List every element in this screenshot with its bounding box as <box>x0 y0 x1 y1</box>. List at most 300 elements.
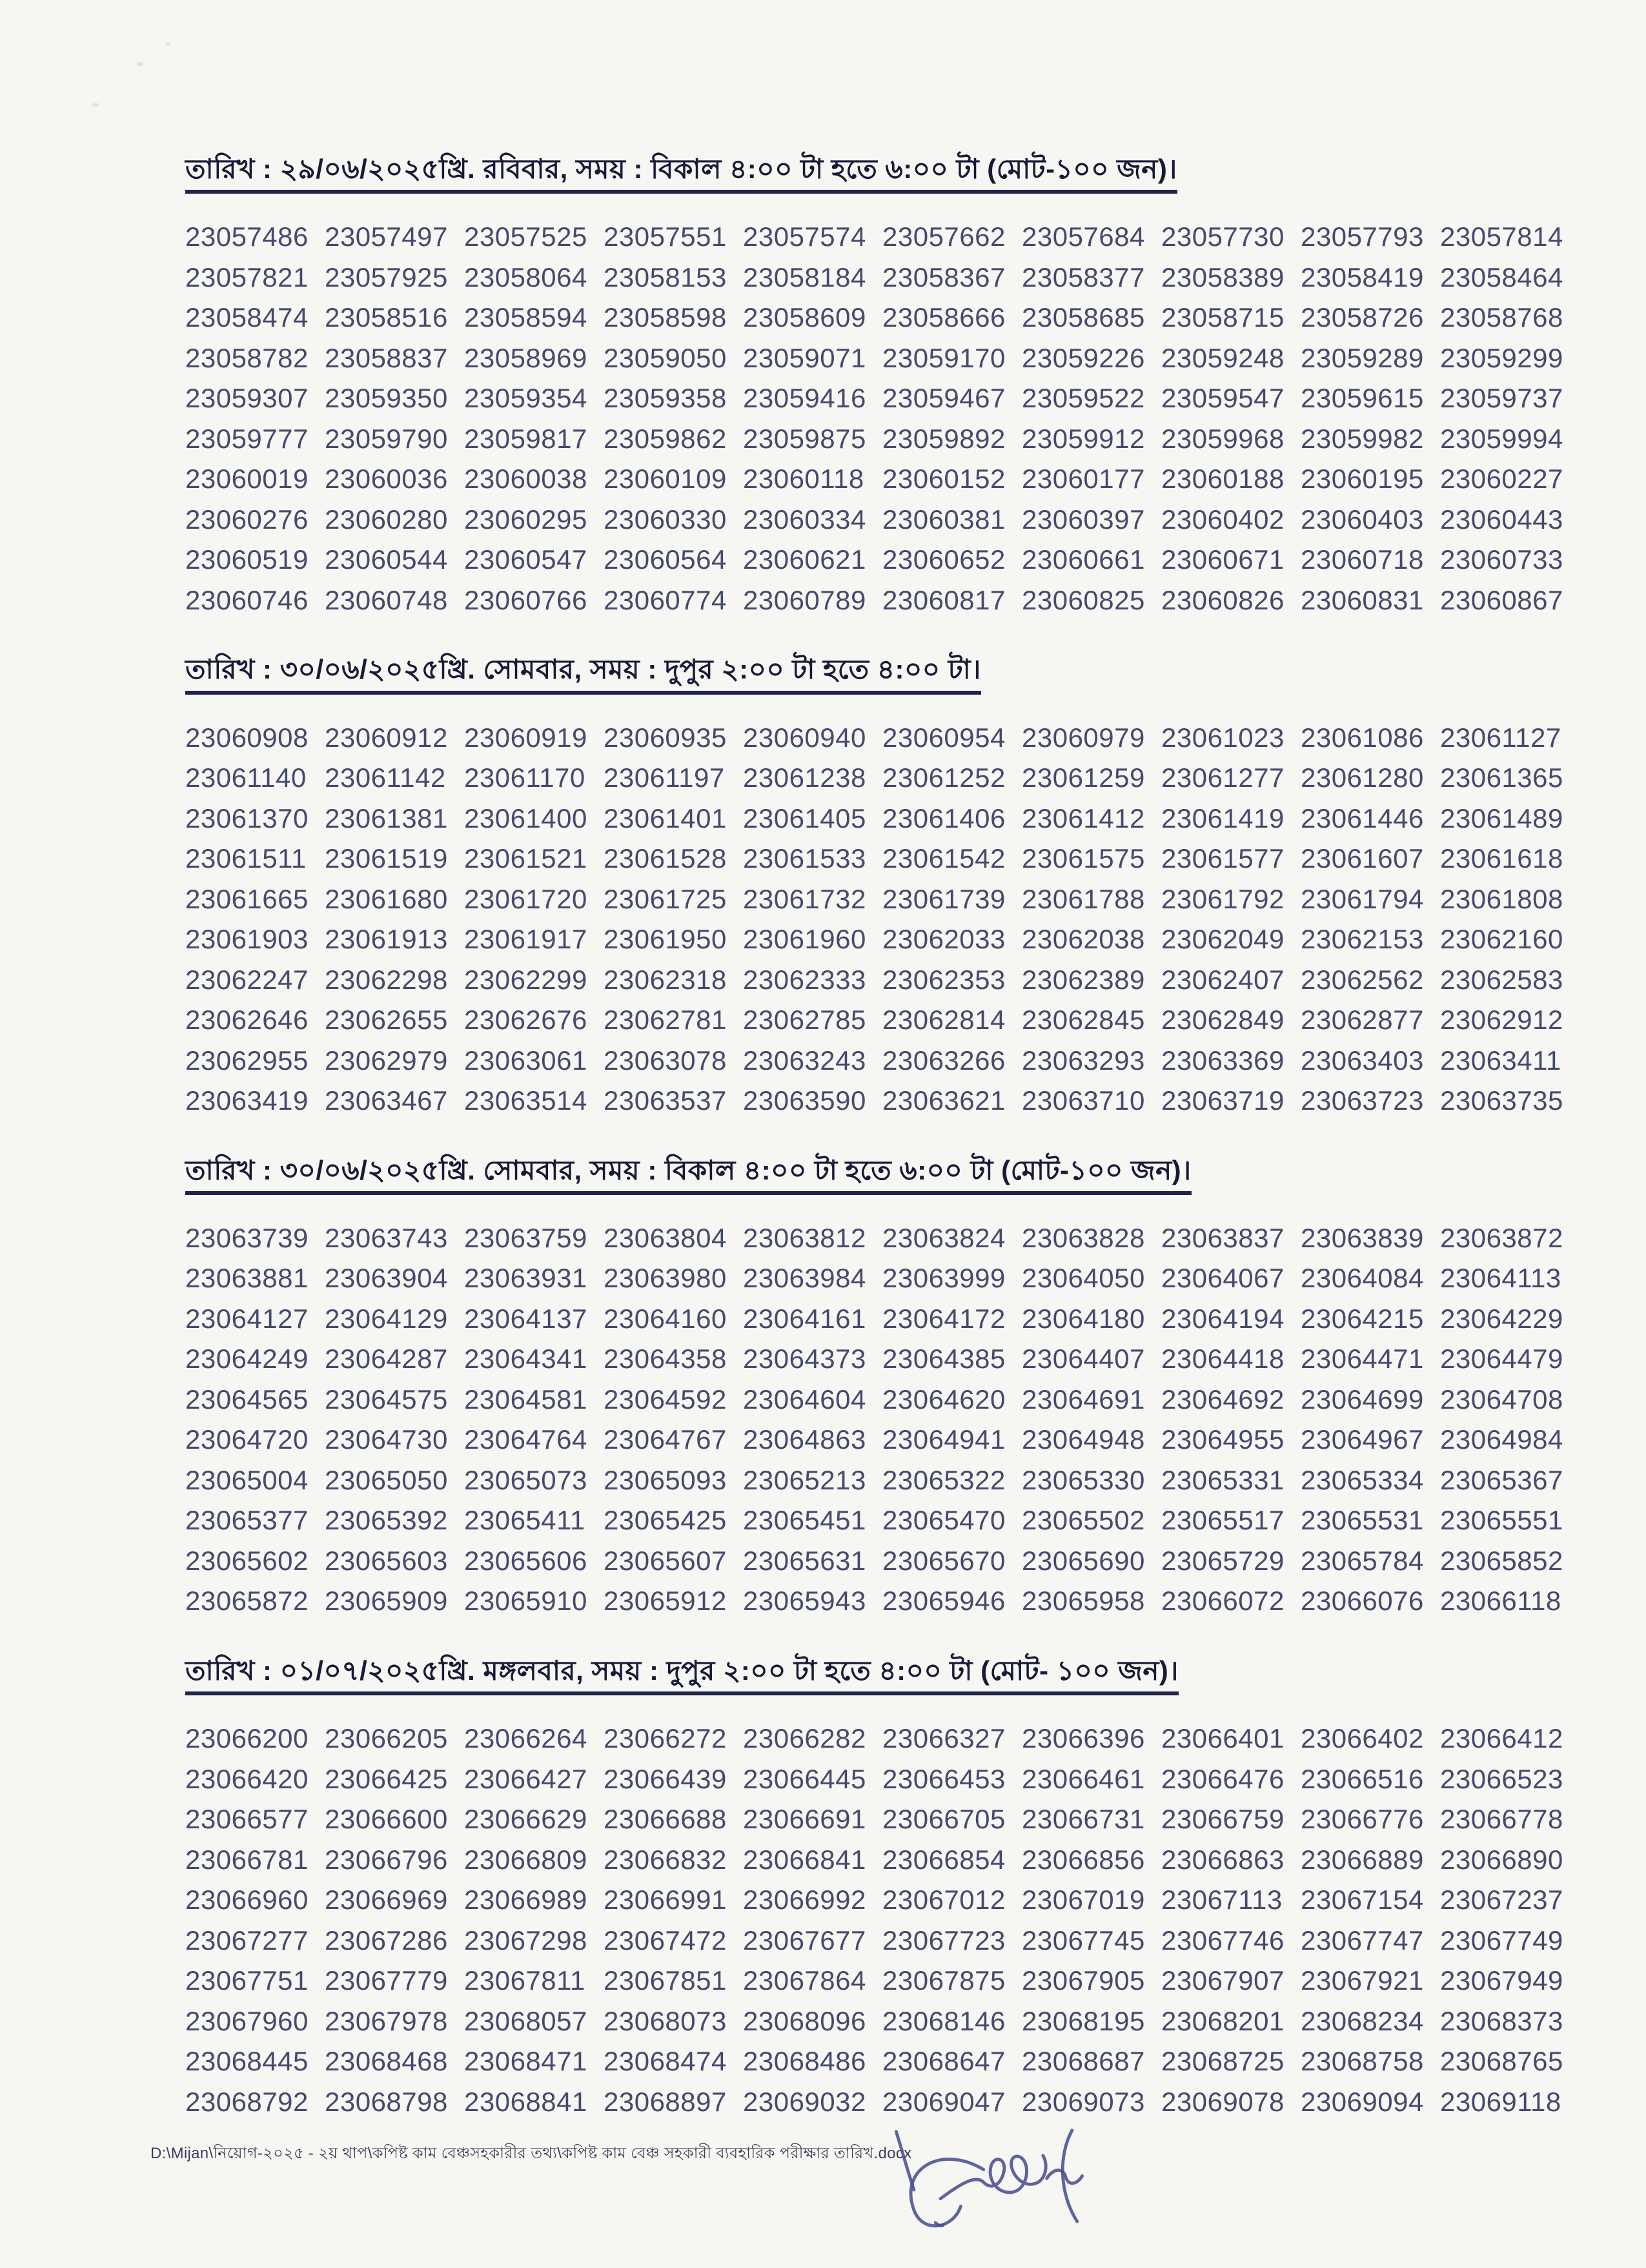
roll-number-cell: 23061381 <box>325 802 448 833</box>
roll-number-cell: 23066272 <box>604 1723 727 1754</box>
roll-number-cell: 23060718 <box>1301 544 1424 575</box>
roll-number-cell: 23064373 <box>743 1343 866 1374</box>
roll-number-cell: 23067851 <box>604 1965 727 1996</box>
roll-number-cell: 23061489 <box>1440 802 1563 833</box>
roll-number-cell: 23061917 <box>464 924 587 955</box>
roll-number-cell: 23064764 <box>464 1424 587 1455</box>
roll-number-cell: 23064358 <box>604 1343 727 1374</box>
roll-number-cell: 23061618 <box>1440 843 1563 874</box>
roll-number-cell: 23064249 <box>185 1343 309 1374</box>
roll-number-cell: 23064565 <box>185 1384 309 1415</box>
roll-number-cell: 23067949 <box>1440 1965 1563 1996</box>
roll-number-cell: 23068647 <box>882 2046 1006 2077</box>
roll-number-cell: 23064127 <box>185 1303 309 1334</box>
roll-number-cell: 23067019 <box>1022 1885 1145 1916</box>
roll-number-cell: 23058474 <box>185 302 309 333</box>
roll-number-cell: 23065451 <box>743 1505 866 1536</box>
roll-number-cell: 23058064 <box>464 261 587 292</box>
exam-session-section <box>185 154 1592 620</box>
roll-number-cell: 23059522 <box>1022 383 1145 414</box>
roll-number-cell: 23067751 <box>185 1965 309 1996</box>
roll-number-table <box>185 1218 1592 1622</box>
roll-number-cell: 23066778 <box>1440 1804 1563 1835</box>
roll-number-cell: 23061127 <box>1440 722 1561 753</box>
roll-number-cell: 23066705 <box>882 1804 1006 1835</box>
roll-number-cell: 23061533 <box>743 843 866 874</box>
roll-number-cell: 23060564 <box>604 544 727 575</box>
roll-number-cell: 23061365 <box>1440 762 1563 793</box>
roll-number-cell: 23063369 <box>1161 1045 1285 1076</box>
roll-number-cell: 23066453 <box>882 1763 1006 1794</box>
roll-number-cell: 23059358 <box>604 383 727 414</box>
roll-number-cell: 23061370 <box>185 802 309 833</box>
roll-number-cell: 23063872 <box>1440 1222 1563 1253</box>
roll-number-cell: 23066841 <box>743 1844 866 1875</box>
roll-number-cell: 23065367 <box>1440 1464 1563 1495</box>
roll-number-cell: 23066523 <box>1440 1763 1563 1794</box>
roll-number-cell: 23061086 <box>1301 722 1424 753</box>
roll-number-cell: 23066731 <box>1022 1804 1145 1835</box>
roll-number-cell: 23060652 <box>882 544 1006 575</box>
roll-number-cell: 23063824 <box>882 1222 1006 1253</box>
roll-number-cell: 23058609 <box>743 302 866 333</box>
roll-number-cell: 23069094 <box>1301 2086 1424 2117</box>
roll-number-cell: 23062676 <box>464 1005 587 1036</box>
roll-number-cell: 23067677 <box>743 1925 866 1956</box>
roll-number-cell: 23065322 <box>882 1464 1006 1495</box>
roll-number-cell: 23069073 <box>1022 2086 1145 2117</box>
roll-number-cell: 23062299 <box>464 964 587 995</box>
roll-number-cell: 23061252 <box>882 762 1006 793</box>
roll-number-cell: 23060381 <box>882 504 1006 535</box>
roll-number-cell: 23064767 <box>604 1424 727 1455</box>
roll-number-cell: 23060152 <box>882 464 1006 495</box>
roll-number-cell: 23064699 <box>1301 1384 1424 1415</box>
roll-number-cell: 23060109 <box>604 464 727 495</box>
roll-number-cell: 23061808 <box>1440 883 1563 914</box>
roll-number-cell: 23066577 <box>185 1804 309 1835</box>
roll-number-cell: 23066890 <box>1440 1844 1563 1875</box>
roll-number-cell: 23062979 <box>325 1045 448 1076</box>
roll-number-cell: 23062781 <box>604 1005 727 1036</box>
roll-number-cell: 23066282 <box>743 1723 866 1754</box>
roll-number-cell: 23062877 <box>1301 1005 1424 1036</box>
roll-number-cell: 23068687 <box>1022 2046 1145 2077</box>
roll-number-cell: 23062033 <box>882 924 1006 955</box>
roll-number-cell: 23062038 <box>1022 924 1145 955</box>
roll-number-cell: 23066809 <box>464 1844 587 1875</box>
roll-number-cell: 23063904 <box>325 1263 448 1294</box>
roll-number-cell: 23065470 <box>882 1505 1006 1536</box>
roll-number-cell: 23061577 <box>1161 843 1285 874</box>
roll-number-cell: 23061913 <box>325 924 448 955</box>
roll-number-cell: 23065330 <box>1022 1464 1145 1495</box>
roll-number-cell: 23064984 <box>1440 1424 1563 1455</box>
roll-number-cell: 23064575 <box>325 1384 448 1415</box>
roll-number-cell: 23065852 <box>1440 1545 1563 1576</box>
roll-number-cell: 23060774 <box>604 584 727 615</box>
roll-number-cell: 23064407 <box>1022 1343 1145 1374</box>
roll-number-cell: 23058598 <box>604 302 727 333</box>
roll-number-cell: 23068798 <box>325 2086 448 2117</box>
roll-number-cell: 23060831 <box>1301 584 1424 615</box>
roll-number-cell: 23066461 <box>1022 1763 1145 1794</box>
roll-number-cell: 23065502 <box>1022 1505 1145 1536</box>
roll-number-cell: 23063804 <box>604 1222 727 1253</box>
roll-number-cell: 23061792 <box>1161 883 1285 914</box>
roll-number-cell: 23059777 <box>185 423 309 454</box>
roll-number-cell: 23069118 <box>1440 2086 1561 2117</box>
roll-number-cell: 23061739 <box>882 883 1006 914</box>
roll-number-cell: 23065670 <box>882 1545 1006 1576</box>
roll-number-cell: 23062955 <box>185 1045 309 1076</box>
roll-number-cell: 23060621 <box>743 544 866 575</box>
roll-number-cell: 23066401 <box>1161 1723 1285 1754</box>
roll-number-cell: 23060334 <box>743 504 866 535</box>
roll-number-cell: 23066205 <box>325 1723 448 1754</box>
roll-number-cell: 23066516 <box>1301 1763 1424 1794</box>
roll-number-cell: 23066439 <box>604 1763 727 1794</box>
roll-number-cell: 23061521 <box>464 843 587 874</box>
roll-number-cell: 23064941 <box>882 1424 1006 1455</box>
roll-number-cell: 23060443 <box>1440 504 1563 535</box>
roll-number-cell: 23059912 <box>1022 423 1145 454</box>
roll-number-cell: 23062407 <box>1161 964 1285 995</box>
roll-number-cell: 23064137 <box>464 1303 587 1334</box>
roll-number-cell: 23065631 <box>743 1545 866 1576</box>
roll-number-cell: 23061960 <box>743 924 866 955</box>
roll-number-cell: 23059982 <box>1301 423 1424 454</box>
roll-number-cell: 23059307 <box>185 383 309 414</box>
roll-number-cell: 23063266 <box>882 1045 1006 1076</box>
roll-number-cell: 23061903 <box>185 924 309 955</box>
file-path: D:\Mijan\নিয়োগ-২০২৫ - ২য় থাপ\কপিষ্ট কাম বেঞ্চসহকারীর তথ্য\কপিষ্ট কাম বেঞ্চ সহকারী ব্যবহারিক পরীক্ষার তারিখ.docx <box>150 2145 912 2163</box>
roll-number-cell: 23063735 <box>1440 1085 1563 1116</box>
roll-number-cell: 23063984 <box>743 1263 866 1294</box>
roll-number-cell: 23067154 <box>1301 1885 1424 1916</box>
roll-number-cell: 23060935 <box>604 722 727 753</box>
roll-number-cell: 23064229 <box>1440 1303 1563 1334</box>
roll-number-cell: 23064113 <box>1440 1263 1561 1294</box>
roll-number-cell: 23067113 <box>1161 1885 1283 1916</box>
roll-number-cell: 23067779 <box>325 1965 448 1996</box>
roll-number-cell: 23066889 <box>1301 1844 1424 1875</box>
roll-number-cell: 23065213 <box>743 1464 866 1495</box>
roll-number-cell: 23064180 <box>1022 1303 1145 1334</box>
roll-number-cell: 23061280 <box>1301 762 1424 793</box>
roll-number-cell: 23062646 <box>185 1005 309 1036</box>
roll-number-cell: 23063061 <box>464 1045 587 1076</box>
roll-number-cell: 23059968 <box>1161 423 1285 454</box>
roll-number-cell: 23064160 <box>604 1303 727 1334</box>
roll-number-cell: 23062353 <box>882 964 1006 995</box>
roll-number-cell: 23065607 <box>604 1545 727 1576</box>
roll-number-table <box>185 1719 1592 2122</box>
roll-number-cell: 23061400 <box>464 802 587 833</box>
roll-number-cell: 23061238 <box>743 762 866 793</box>
roll-number-cell: 23064172 <box>882 1303 1006 1334</box>
roll-number-cell: 23061950 <box>604 924 727 955</box>
roll-number-cell: 23060912 <box>325 722 448 753</box>
roll-number-cell: 23065073 <box>464 1464 587 1495</box>
roll-number-cell: 23068471 <box>464 2046 587 2077</box>
roll-number-cell: 23066412 <box>1440 1723 1563 1754</box>
roll-number-cell: 23065331 <box>1161 1464 1285 1495</box>
schedule-content <box>150 154 1592 2167</box>
roll-number-cell: 23066327 <box>882 1723 1006 1754</box>
roll-number-cell: 23068792 <box>185 2086 309 2117</box>
roll-number-cell: 23065050 <box>325 1464 448 1495</box>
roll-number-cell: 23060195 <box>1301 464 1424 495</box>
roll-number-cell: 23061528 <box>604 843 727 874</box>
roll-number-cell: 23058969 <box>464 342 587 373</box>
roll-number-cell: 23060402 <box>1161 504 1285 535</box>
roll-number-cell: 23068373 <box>1440 2005 1563 2036</box>
roll-number-cell: 23061665 <box>185 883 309 914</box>
roll-number-cell: 23059226 <box>1022 342 1145 373</box>
roll-number-cell: 23067723 <box>882 1925 1006 1956</box>
roll-number-cell: 23064215 <box>1301 1303 1424 1334</box>
roll-number-cell: 23059547 <box>1161 383 1285 414</box>
roll-number-cell: 23064161 <box>743 1303 866 1334</box>
roll-number-cell: 23066759 <box>1161 1804 1285 1835</box>
roll-number-cell: 23067978 <box>325 2005 448 2036</box>
signature-scribble <box>853 2123 1093 2249</box>
roll-number-cell: 23063743 <box>325 1222 448 1253</box>
roll-number-cell: 23067921 <box>1301 1965 1424 1996</box>
roll-number-cell: 23061542 <box>882 843 1006 874</box>
roll-number-cell: 23060519 <box>185 544 309 575</box>
roll-number-cell: 23062318 <box>604 964 727 995</box>
roll-number-cell: 23066600 <box>325 1804 448 1835</box>
roll-number-cell: 23068057 <box>464 2005 587 2036</box>
roll-number-cell: 23063710 <box>1022 1085 1145 1116</box>
roll-number-cell: 23067012 <box>882 1885 1006 1916</box>
roll-number-cell: 23064730 <box>325 1424 448 1455</box>
roll-number-cell: 23063411 <box>1440 1045 1561 1076</box>
roll-number-cell: 23062049 <box>1161 924 1285 955</box>
roll-number-cell: 23057497 <box>325 221 448 252</box>
roll-number-cell: 23066118 <box>1440 1586 1561 1617</box>
scan-artifact <box>137 62 143 66</box>
roll-number-cell: 23064948 <box>1022 1424 1145 1455</box>
roll-number-cell: 23057821 <box>185 261 309 292</box>
roll-number-cell: 23067745 <box>1022 1925 1145 1956</box>
roll-number-cell: 23065602 <box>185 1545 309 1576</box>
roll-number-cell: 23064471 <box>1301 1343 1424 1374</box>
roll-number-cell: 23058516 <box>325 302 448 333</box>
roll-number-cell: 23063419 <box>185 1085 309 1116</box>
roll-number-cell: 23060036 <box>325 464 448 495</box>
roll-number-cell: 23058184 <box>743 261 866 292</box>
roll-number-cell: 23066863 <box>1161 1844 1285 1875</box>
roll-number-cell: 23065946 <box>882 1586 1006 1617</box>
roll-number-cell: 23061401 <box>604 802 727 833</box>
roll-number-cell: 23061023 <box>1161 722 1285 753</box>
roll-number-cell: 23060789 <box>743 584 866 615</box>
roll-number-cell: 23062583 <box>1440 964 1563 995</box>
roll-number-cell: 23067277 <box>185 1925 309 1956</box>
roll-number-cell: 23064341 <box>464 1343 587 1374</box>
roll-number-cell: 23057730 <box>1161 221 1285 252</box>
roll-number-cell: 23068146 <box>882 2005 1006 2036</box>
roll-number-cell: 23060547 <box>464 544 587 575</box>
roll-number-cell: 23063723 <box>1301 1085 1424 1116</box>
roll-number-cell: 23068841 <box>464 2086 587 2117</box>
roll-number-cell: 23064720 <box>185 1424 309 1455</box>
roll-number-cell: 23062785 <box>743 1005 866 1036</box>
roll-number-cell: 23068897 <box>604 2086 727 2117</box>
roll-number-cell: 23067298 <box>464 1925 587 1956</box>
roll-number-cell: 23064067 <box>1161 1263 1285 1294</box>
roll-number-cell: 23066402 <box>1301 1723 1424 1754</box>
roll-number-cell: 23067747 <box>1301 1925 1424 1956</box>
roll-number-cell: 23066969 <box>325 1885 448 1916</box>
roll-number-cell: 23063537 <box>604 1085 727 1116</box>
roll-number-cell: 23060748 <box>325 584 448 615</box>
roll-number-cell: 23066691 <box>743 1804 866 1835</box>
roll-number-cell: 23067286 <box>325 1925 448 1956</box>
roll-number-cell: 23058768 <box>1440 302 1563 333</box>
roll-number-cell: 23061680 <box>325 883 448 914</box>
roll-number-cell: 23057662 <box>882 221 1006 252</box>
roll-number-cell: 23061419 <box>1161 802 1285 833</box>
roll-number-cell: 23064581 <box>464 1384 587 1415</box>
roll-number-cell: 23058464 <box>1440 261 1563 292</box>
roll-number-cell: 23060118 <box>743 464 864 495</box>
roll-number-cell: 23064479 <box>1440 1343 1563 1374</box>
roll-number-cell: 23066264 <box>464 1723 587 1754</box>
roll-number-cell: 23061794 <box>1301 883 1424 914</box>
roll-number-cell: 23063243 <box>743 1045 866 1076</box>
roll-number-cell: 23064385 <box>882 1343 1006 1374</box>
roll-number-cell: 23062333 <box>743 964 866 995</box>
roll-number-cell: 23061406 <box>882 802 1006 833</box>
roll-number-cell: 23062814 <box>882 1005 1006 1036</box>
roll-number-cell: 23067237 <box>1440 1885 1563 1916</box>
roll-number-cell: 23066396 <box>1022 1723 1145 1754</box>
roll-number-cell: 23058837 <box>325 342 448 373</box>
roll-number-cell: 23068486 <box>743 2046 866 2077</box>
roll-number-cell: 23062912 <box>1440 1005 1563 1036</box>
roll-number-cell: 23068096 <box>743 2005 866 2036</box>
roll-number-cell: 23059467 <box>882 383 1006 414</box>
roll-number-cell: 23060766 <box>464 584 587 615</box>
roll-number-cell: 23057793 <box>1301 221 1424 252</box>
roll-number-cell: 23068474 <box>604 2046 727 2077</box>
roll-number-cell: 23058685 <box>1022 302 1145 333</box>
roll-number-cell: 23061405 <box>743 802 866 833</box>
roll-number-cell: 23058782 <box>185 342 309 373</box>
roll-number-cell: 23068445 <box>185 2046 309 2077</box>
roll-number-cell: 23062153 <box>1301 924 1424 955</box>
roll-number-cell: 23063621 <box>882 1085 1006 1116</box>
roll-number-cell: 23066776 <box>1301 1804 1424 1835</box>
roll-number-cell: 23065606 <box>464 1545 587 1576</box>
session-header: তারিখ : ০১/০৭/২০২৫খ্রি. মঙ্গলবার, সময় : দুপুর ২:০০ টা হতে ৪:০০ টা (মোট- ১০০ জন)। <box>185 1655 1179 1695</box>
roll-number-cell: 23059615 <box>1301 383 1424 414</box>
roll-number-cell: 23061575 <box>1022 843 1145 874</box>
roll-number-cell: 23057525 <box>464 221 587 252</box>
roll-number-cell: 23066076 <box>1301 1586 1424 1617</box>
roll-number-cell: 23059875 <box>743 423 866 454</box>
roll-number-cell: 23060817 <box>882 584 1006 615</box>
roll-number-cell: 23060227 <box>1440 464 1563 495</box>
roll-number-cell: 23059817 <box>464 423 587 454</box>
roll-number-cell: 23064194 <box>1161 1303 1285 1334</box>
roll-number-cell: 23057684 <box>1022 221 1145 252</box>
roll-number-cell: 23059289 <box>1301 342 1424 373</box>
roll-number-cell: 23060919 <box>464 722 587 753</box>
roll-number-cell: 23065517 <box>1161 1505 1285 1536</box>
roll-number-cell: 23058726 <box>1301 302 1424 333</box>
roll-number-cell: 23059790 <box>325 423 448 454</box>
roll-number-cell: 23062298 <box>325 964 448 995</box>
roll-number-cell: 23061519 <box>325 843 448 874</box>
exam-session-section <box>185 654 1592 1121</box>
roll-number-cell: 23067960 <box>185 2005 309 2036</box>
roll-number-cell: 23061170 <box>464 762 585 793</box>
roll-number-cell: 23065411 <box>464 1505 585 1536</box>
roll-number-cell: 23067746 <box>1161 1925 1285 1956</box>
roll-number-cell: 23066832 <box>604 1844 727 1875</box>
roll-number-cell: 23068195 <box>1022 2005 1145 2036</box>
roll-number-cell: 23062849 <box>1161 1005 1285 1036</box>
roll-number-cell: 23059862 <box>604 423 727 454</box>
roll-number-cell: 23068725 <box>1161 2046 1285 2077</box>
roll-number-cell: 23057551 <box>604 221 727 252</box>
roll-number-cell: 23065909 <box>325 1586 448 1617</box>
roll-number-cell: 23059170 <box>882 342 1006 373</box>
roll-number-table <box>185 217 1592 620</box>
roll-number-cell: 23060177 <box>1022 464 1145 495</box>
roll-number-cell: 23060188 <box>1161 464 1285 495</box>
roll-number-cell: 23059248 <box>1161 342 1285 373</box>
roll-number-cell: 23065872 <box>185 1586 309 1617</box>
roll-number-cell: 23058419 <box>1301 261 1424 292</box>
roll-number-cell: 23064691 <box>1022 1384 1145 1415</box>
roll-number-cell: 23064129 <box>325 1303 448 1334</box>
roll-number-cell: 23064592 <box>604 1384 727 1415</box>
roll-number-cell: 23067905 <box>1022 1965 1145 1996</box>
roll-number-cell: 23057574 <box>743 221 866 252</box>
roll-number-cell: 23066427 <box>464 1763 587 1794</box>
roll-number-cell: 23062160 <box>1440 924 1563 955</box>
roll-number-cell: 23066856 <box>1022 1844 1145 1875</box>
roll-number-cell: 23061142 <box>325 762 446 793</box>
scan-artifact <box>92 103 99 107</box>
roll-number-cell: 23060979 <box>1022 722 1145 753</box>
roll-number-cell: 23061607 <box>1301 843 1424 874</box>
roll-number-cell: 23067749 <box>1440 1925 1563 1956</box>
session-header: তারিখ : ২৯/০৬/২০২৫খ্রি. রবিবার, সময় : বিকাল ৪:০০ টা হতে ৬:০০ টা (মোট-১০০ জন)। <box>185 154 1177 194</box>
roll-number-cell: 23060276 <box>185 504 309 535</box>
roll-number-cell: 23065425 <box>604 1505 727 1536</box>
roll-number-cell: 23064620 <box>882 1384 1006 1415</box>
roll-number-cell: 23060544 <box>325 544 448 575</box>
roll-number-cell: 23066072 <box>1161 1586 1285 1617</box>
roll-number-cell: 23061720 <box>464 883 587 914</box>
session-header: তারিখ : ৩০/০৬/২০২৫খ্রি. সোমবার, সময় : বিকাল ৪:০০ টা হতে ৬:০০ টা (মোট-১০০ জন)। <box>185 1155 1192 1195</box>
roll-number-cell: 23065729 <box>1161 1545 1285 1576</box>
roll-number-cell: 23065377 <box>185 1505 309 1536</box>
roll-number-cell: 23068468 <box>325 2046 448 2077</box>
roll-number-cell: 23060746 <box>185 584 309 615</box>
roll-number-cell: 23063837 <box>1161 1222 1285 1253</box>
roll-number-cell: 23066688 <box>604 1804 727 1835</box>
roll-number-cell: 23059071 <box>743 342 866 373</box>
roll-number-cell: 23057486 <box>185 221 309 252</box>
